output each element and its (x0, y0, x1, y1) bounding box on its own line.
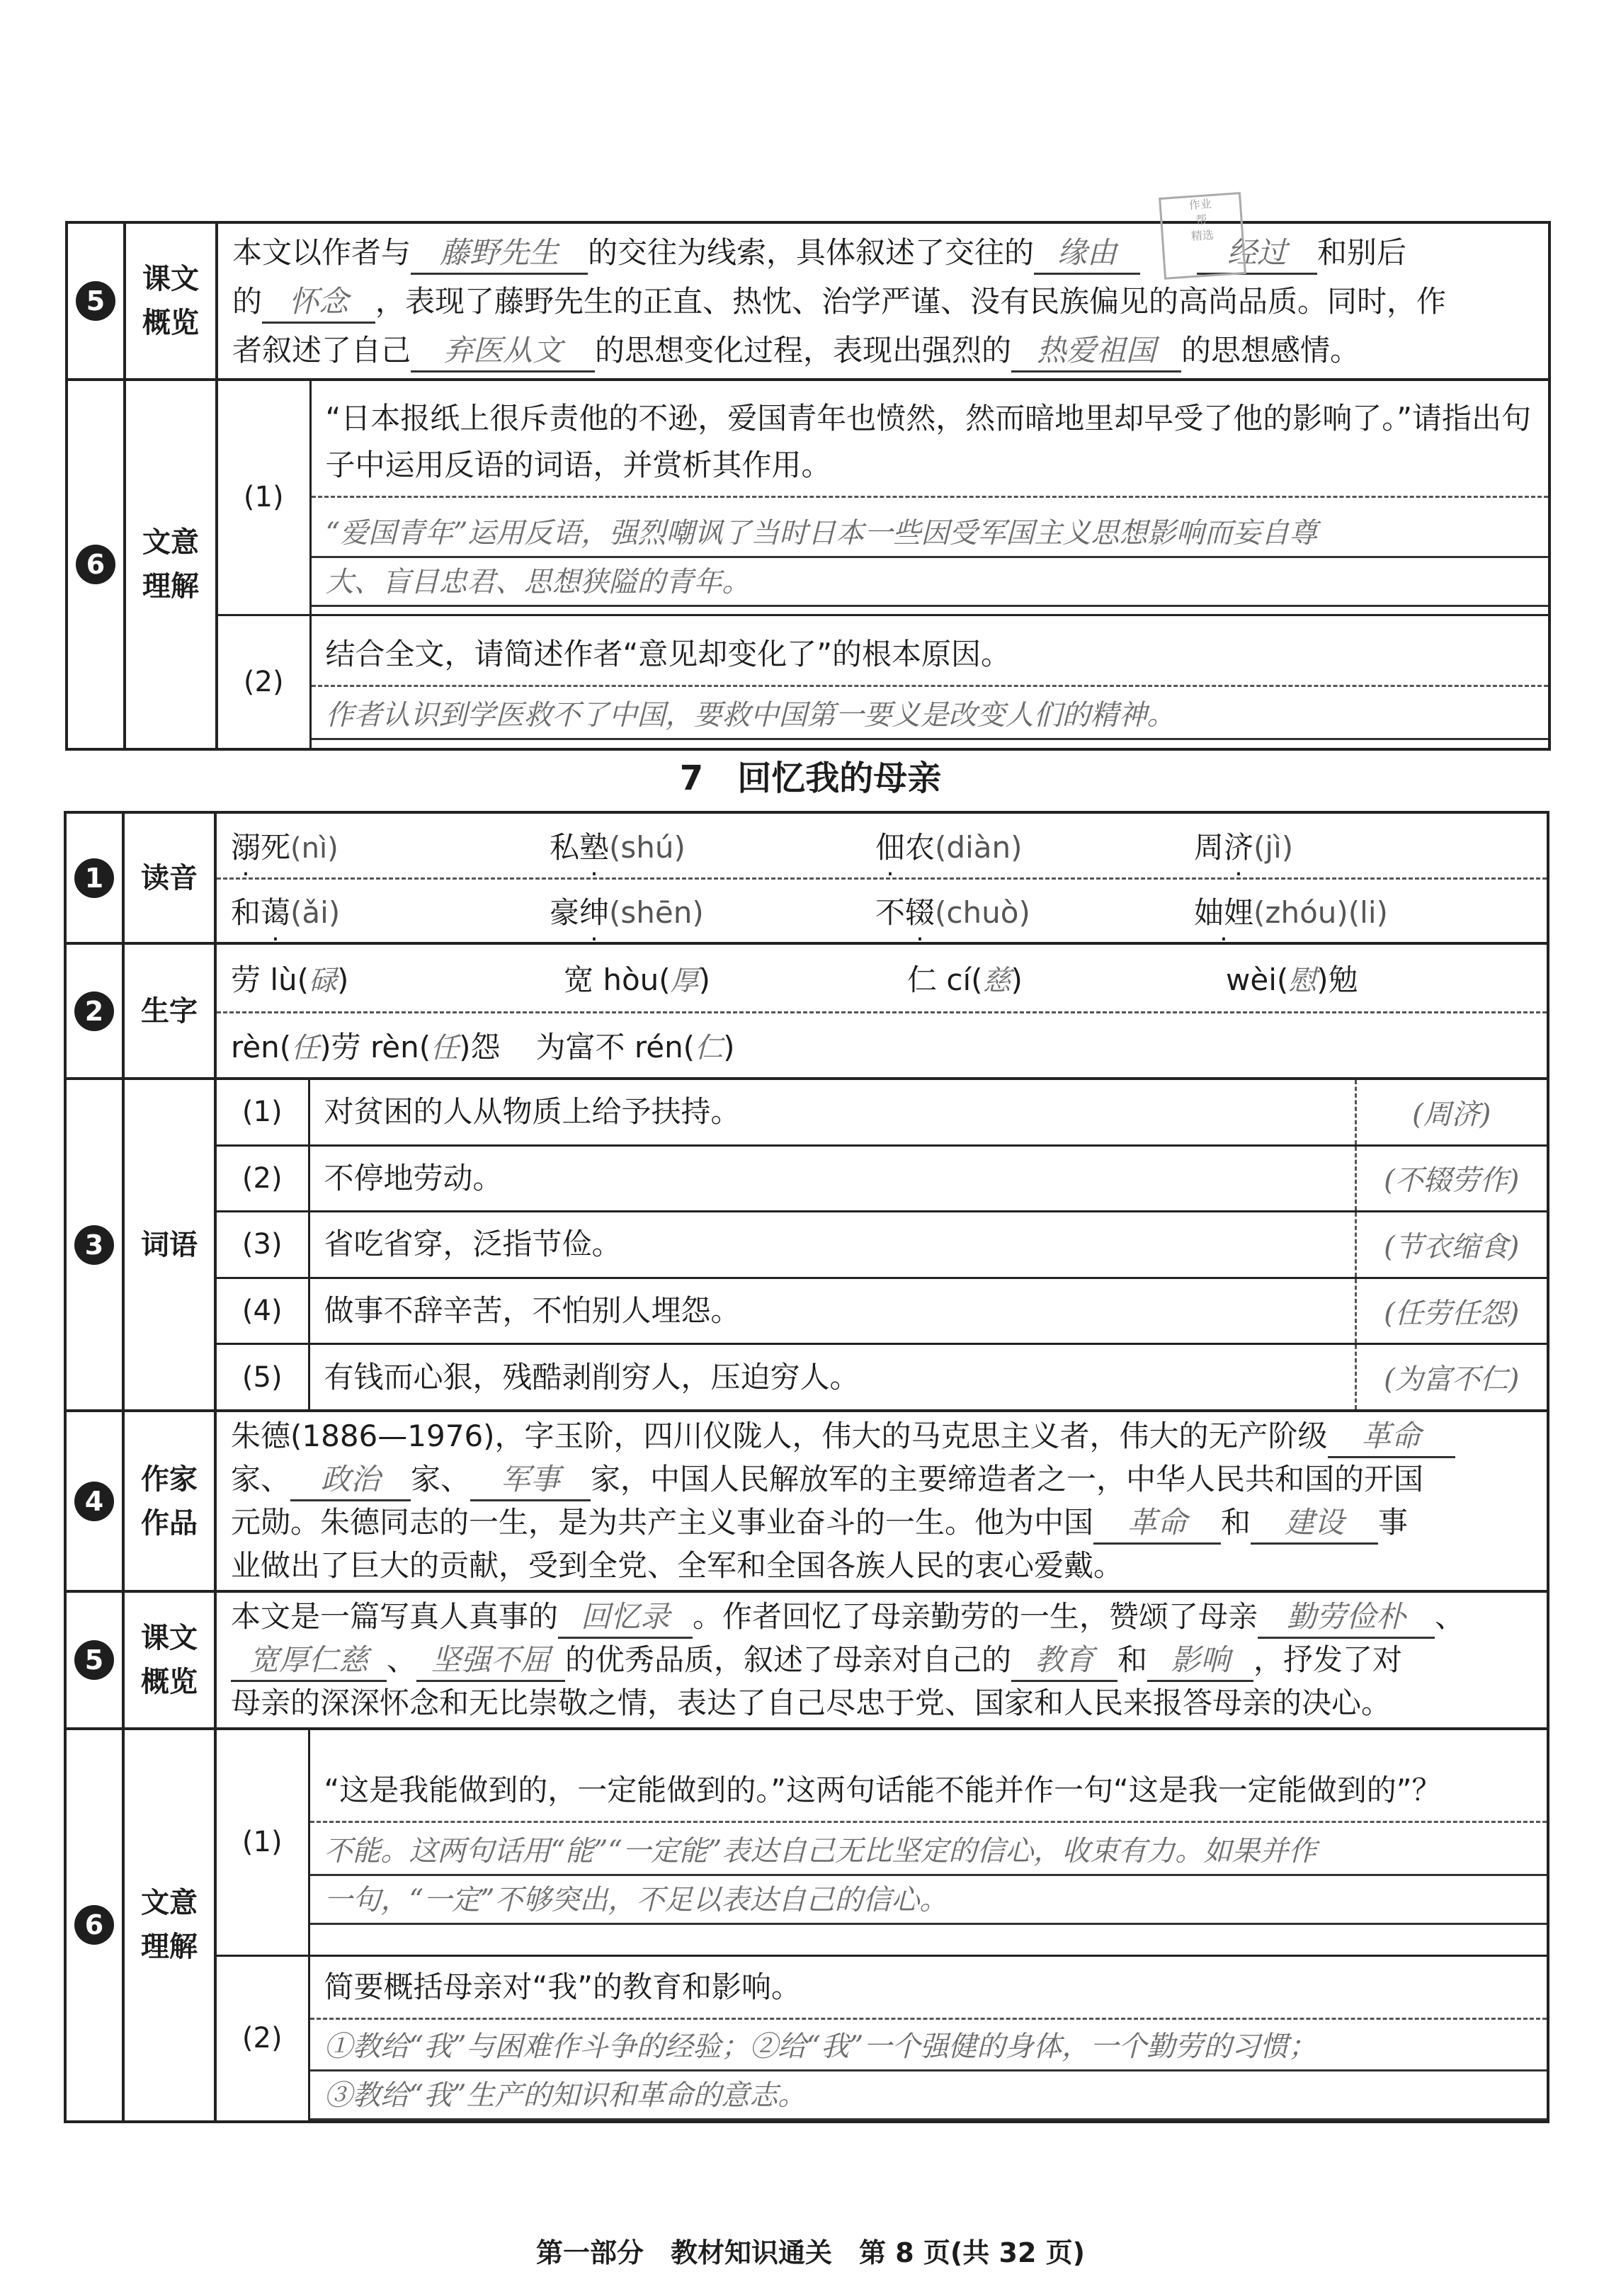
vocab-entry: (3) 省吃省穿，泛指节俭。 (节衣缩食) (217, 1212, 1547, 1278)
page-footer: 第一部分 教材知识通关 第 8 页(共 32 页) (536, 2237, 1085, 2268)
answer-blank: 教育 (1011, 1640, 1117, 1682)
question-text: 简要概括母亲对“我”的教育和影响。 (310, 1957, 1547, 2020)
answer-line: 大、盲目忠君、思想狭隘的青年。 (312, 558, 1549, 607)
section-number: 3 (74, 1225, 114, 1265)
lesson-title: 7 回忆我的母亲 (679, 758, 942, 798)
pronunciation-line (217, 814, 1547, 880)
answer-blank: 弃医从文 (411, 331, 595, 373)
overview-row (65, 1591, 1548, 1729)
character-item: 为富不 rén(仁) (535, 1030, 735, 1064)
vocab-entry: (4) 做事不辞辛苦，不怕别人埋怨。 (任劳任怨) (217, 1278, 1547, 1344)
section-number: 4 (74, 1482, 114, 1521)
pronunciation-row (65, 812, 1548, 943)
characters-line (217, 1013, 1547, 1077)
answer-blank: 藤野先生 (411, 233, 588, 275)
answer-blank: 经过 (1197, 233, 1317, 275)
section-label: 词语 (123, 1079, 215, 1411)
answer-blank: 缘由 (1034, 233, 1140, 275)
character-item: 仁 cí(慈) (907, 962, 1023, 997)
overview-text: 本文是一篇写真人真事的 回忆录 。作者回忆了母亲勤劳的一生，赞颂了母亲 勤劳俭朴 、 宽厚仁慈 、 坚强不屈 的优秀品质，叙述了母亲对自己的 教育 和 影响 ，抒发了对 母亲的深深怀念和无比崇敬之情，表达了自己尽忠于党、国家和人民来报答母亲的决心。 (215, 1591, 1548, 1729)
pinyin-item: 溺死(nì) (231, 830, 339, 865)
vocab-entry: (2) 不停地劳动。 (不辍劳作) (217, 1145, 1547, 1212)
vocabulary-row (65, 1079, 1548, 1411)
vocab-entry: (5) 有钱而心狠，残酷剥削穷人，压迫穷人。 (为富不仁) (217, 1344, 1547, 1409)
question-number: (1) (217, 1730, 309, 1955)
pronunciation-line (217, 880, 1547, 942)
question-text: “这是我能做到的，一定能做到的。”这两句话能不能并作一句“这是我一定能做到的”？ (310, 1760, 1547, 1823)
pinyin-item: 和蔼(ǎi) (231, 895, 341, 930)
answer-line: ③教给“我”生产的知识和革命的意志。 (310, 2071, 1547, 2120)
section-number: 1 (74, 858, 114, 898)
character-item: 劳 lù(碌) (231, 962, 349, 997)
lesson-table (64, 811, 1549, 2123)
section-label: 生字 (123, 943, 215, 1079)
pinyin-item: 私塾(shú) (550, 830, 686, 865)
question-number: (2) (217, 1955, 309, 2120)
characters-line (217, 945, 1547, 1013)
section-label: 读音 (123, 812, 215, 943)
answer-blank: 政治 (290, 1460, 411, 1501)
character-item: rèn(任)劳 rèn( (231, 1030, 431, 1064)
author-text: 朱德(1886—1976)，字玉阶，四川仪陇人，伟大的马克思主义者，伟大的无产阶级 革命 家、 政治 家、 军事 家，中国人民解放军的主要缔造者之一，中华人民共和国的开国 元勋。朱德同志的一生，是为共产主义事业奋斗的一生。他为中国 革命 和 建设 事 业做出了巨大的贡献，受到全党、全军和全国各族人民的衷心爱戴。 (215, 1411, 1548, 1591)
answer-blank: 影响 (1147, 1640, 1253, 1682)
section-label: 文意 理解 (125, 380, 217, 749)
character-item: wèi(慰)勉 (1226, 962, 1358, 997)
question-number: (2) (218, 615, 310, 748)
answer-blank: 宽厚仁慈 (231, 1640, 387, 1682)
answer-blank: 坚强不屈 (416, 1640, 565, 1682)
character-item: 宽 hòu(厚) (564, 962, 711, 997)
answer-line: 作者认识到学医救不了中国，要救中国第一要义是改变人们的精神。 (312, 691, 1549, 740)
answer-line: 不能。这两句话用“能”“一定能”表达自己无比坚定的信心，收束有力。如果并作 (310, 1827, 1547, 1876)
question-text: 结合全文，请简述作者“意见却变化了”的根本原因。 (312, 624, 1549, 687)
top-table (65, 221, 1551, 751)
pinyin-item: 豪绅(shēn) (550, 895, 704, 930)
answer-blank: 建设 (1251, 1503, 1378, 1545)
answer-blank: 革命 (1328, 1416, 1455, 1458)
section-number: 5 (76, 281, 115, 321)
answer-line: 一句，“一定”不够突出，不足以表达自己的信心。 (310, 1876, 1547, 1925)
vocab-entry: (1) 对贫困的人从物质上给予扶持。 (周济) (217, 1080, 1547, 1145)
characters-row (65, 943, 1548, 1079)
question-number: (1) (218, 381, 310, 615)
section-label: 文意 理解 (123, 1729, 215, 2122)
answer-line: ①教给“我”与困难作斗争的经验；②给“我”一个强健的身体，一个勤劳的习惯； (310, 2023, 1547, 2071)
watermark-stamp: 作业 帮 精选 (1159, 192, 1246, 280)
question-text: “日本报纸上很斥责他的不逊，爱国青年也愤然，然而暗地里却早受了他的影响了。”请指出句子中运用反语的词语，并赏析其作用。 (312, 388, 1549, 498)
pinyin-item: 佃农(diàn) (875, 830, 1023, 865)
character-item: 任)怨 (431, 1030, 501, 1064)
author-row (65, 1411, 1548, 1591)
answer-blank: 回忆录 (558, 1597, 693, 1639)
pinyin-item: 妯娌(zhóu)(li) (1194, 895, 1388, 930)
answer-blank: 军事 (470, 1460, 591, 1501)
pinyin-item: 周济(jì) (1194, 830, 1294, 865)
section-number: 2 (74, 991, 114, 1031)
section-label: 课文 概览 (125, 222, 217, 380)
comprehension-row (65, 1729, 1548, 2122)
top-overview-row (67, 222, 1549, 380)
section-number: 5 (74, 1640, 114, 1680)
overview-text: 本文以作者与 藤野先生 的交往为线索，具体叙述了交往的 缘由 经过 和别后 的 怀念 ，表现了藤野先生的正直、热忱、治学严谨、没有民族偏见的高尚品质。同时，作 者叙述了自己 弃医从文 的思想变化过程，表现出强烈的 热爱祖国 的思想感情。 (217, 222, 1549, 380)
top-comprehension-row (67, 380, 1549, 749)
answer-blank: 勤劳俭朴 (1258, 1597, 1435, 1639)
section-number: 6 (74, 1905, 114, 1945)
answer-blank: 革命 (1093, 1503, 1221, 1545)
answer-blank: 怀念 (262, 282, 375, 324)
answer-line: “爱国青年”运用反语，强烈嘲讽了当时日本一些因受军国主义思想影响而妄自尊 (312, 509, 1549, 558)
section-label: 课文 概览 (123, 1591, 215, 1729)
pinyin-item: 不辍(chuò) (875, 895, 1030, 930)
answer-blank: 热爱祖国 (1011, 331, 1181, 373)
section-number: 6 (76, 545, 115, 584)
section-label: 作家 作品 (123, 1411, 215, 1591)
